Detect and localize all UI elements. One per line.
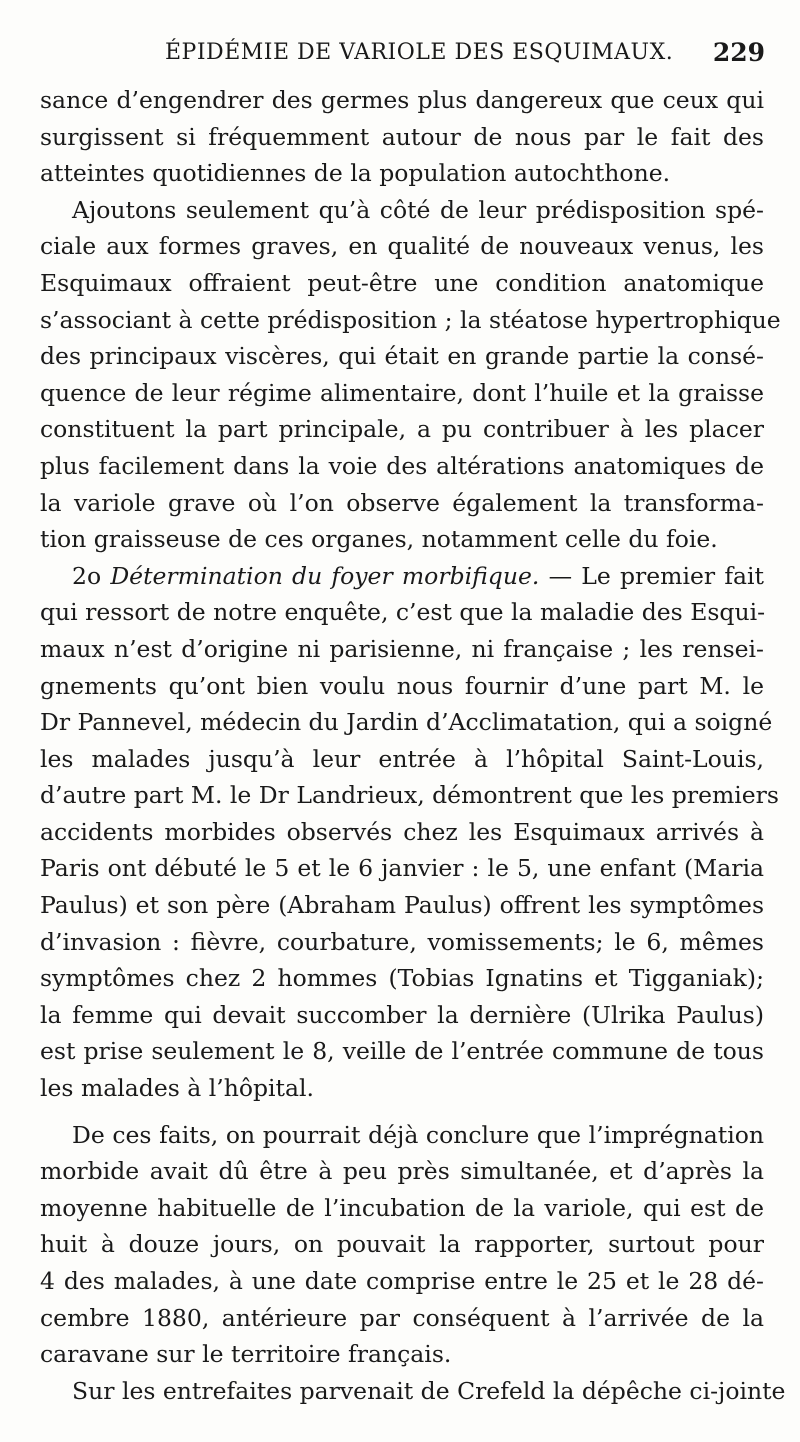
page-number: 229 (712, 38, 765, 67)
text-line: d’invasion : fièvre, courbature, vomissements; le 6, mêmes (40, 927, 764, 956)
text-line: est prise seulement le 8, veille de l’entrée commune de tous (40, 1037, 764, 1066)
text-line: Ajoutons seulement qu’à côté de leur prédisposition spé- (72, 195, 764, 224)
paragraph-5 (40, 1373, 786, 1410)
text-line: sance d’engendrer des germes plus dangereux que ceux qui (40, 86, 764, 114)
text-line: surgissent si fréquemment autour de nous par le fait des (40, 122, 764, 151)
text-line: maux n’est d’origine ni parisienne, ni française ; les rensei- (40, 634, 764, 663)
paragraph-1 (40, 82, 764, 192)
text-line: constituent la part principale, a pu contribuer à les placer (40, 415, 764, 444)
paragraph-3 (40, 558, 779, 1107)
text-line: moyenne habituelle de l’incubation de la variole, qui est de (40, 1193, 764, 1222)
text-line: accidents morbides observés chez les Esquimaux arrivés à (40, 817, 764, 846)
text-line: Paris ont débuté le 5 et le 6 janvier : le 5, une enfant (Maria (40, 854, 764, 883)
text-line: tion graisseuse de ces organes, notamment celle du foie. (40, 525, 718, 554)
text-line: les malades à l’hôpital. (40, 1074, 315, 1103)
text-line: huit à douze jours, on pouvait la rapporter, surtout pour (40, 1230, 764, 1259)
text-line: les malades jusqu’à leur entrée à l’hôpital Saint-Louis, (40, 744, 764, 773)
page-header (40, 40, 765, 76)
text-line: des principaux viscères, qui était en grande partie la consé- (40, 342, 764, 371)
text-line: la variole grave où l’on observe également la transforma- (40, 488, 764, 517)
paragraph-spacing (40, 1107, 764, 1117)
text-line: morbide avait dû être à peu près simultanée, et d’après la (40, 1157, 764, 1186)
text-line: qui ressort de notre enquête, c’est que la maladie des Esqui- (40, 598, 766, 627)
text-line: 4 des malades, à une date comprise entre le 25 et le 28 dé- (40, 1267, 764, 1295)
text-line: la femme qui devait succomber la dernière (Ulrika Paulus) (40, 1000, 764, 1029)
text-line: ciale aux formes graves, en qualité de nouveaux venus, les (40, 232, 764, 261)
section-heading-line (40, 558, 764, 595)
text-line: Esquimaux offraient peut-être une condition anatomique (40, 268, 764, 297)
text-line: quence de leur régime alimentaire, dont l’huile et la graisse (40, 378, 764, 407)
text-line: cembre 1880, antérieure par conséquent à l’arrivée de la (40, 1303, 764, 1332)
running-head: ÉPIDÉMIE DE VARIOLE DES ESQUIMAUX. (165, 40, 674, 65)
text-line: symptômes chez 2 hommes (Tobias Ignatins et Tigganiak); (40, 964, 764, 993)
text-line: Sur les entrefaites parvenait de Crefeld la dépêche ci-jointe (72, 1376, 786, 1405)
text-line: De ces faits, on pourrait déjà conclure que l’imprégnation (72, 1120, 764, 1149)
text-line: plus facilement dans la voie des altérations anatomiques de (40, 451, 764, 480)
body-text (40, 82, 786, 1409)
text-line: atteintes quotidiennes de la population autochthone. (40, 159, 671, 188)
section-title: Détermination du foyer morbifique. (110, 561, 540, 590)
text-line: Dr Pannevel, médecin du Jardin d’Acclimatation, qui a soigné (40, 708, 773, 737)
text-line: d’autre part M. le Dr Landrieux, démontrent que les premiers (40, 781, 779, 810)
text-fragment: — Le premier fait (548, 561, 764, 590)
section-number: 2o (72, 561, 102, 590)
text-line: gnements qu’ont bien voulu nous fournir d’une part M. le (40, 671, 764, 700)
paragraph-2 (40, 192, 781, 558)
paragraph-4 (40, 1117, 764, 1373)
text-line: Paulus) et son père (Abraham Paulus) offrent les symptômes (40, 891, 764, 920)
text-line: s’associant à cette prédisposition ; la stéatose hypertrophique (40, 305, 781, 334)
text-line: caravane sur le territoire français. (40, 1340, 452, 1369)
